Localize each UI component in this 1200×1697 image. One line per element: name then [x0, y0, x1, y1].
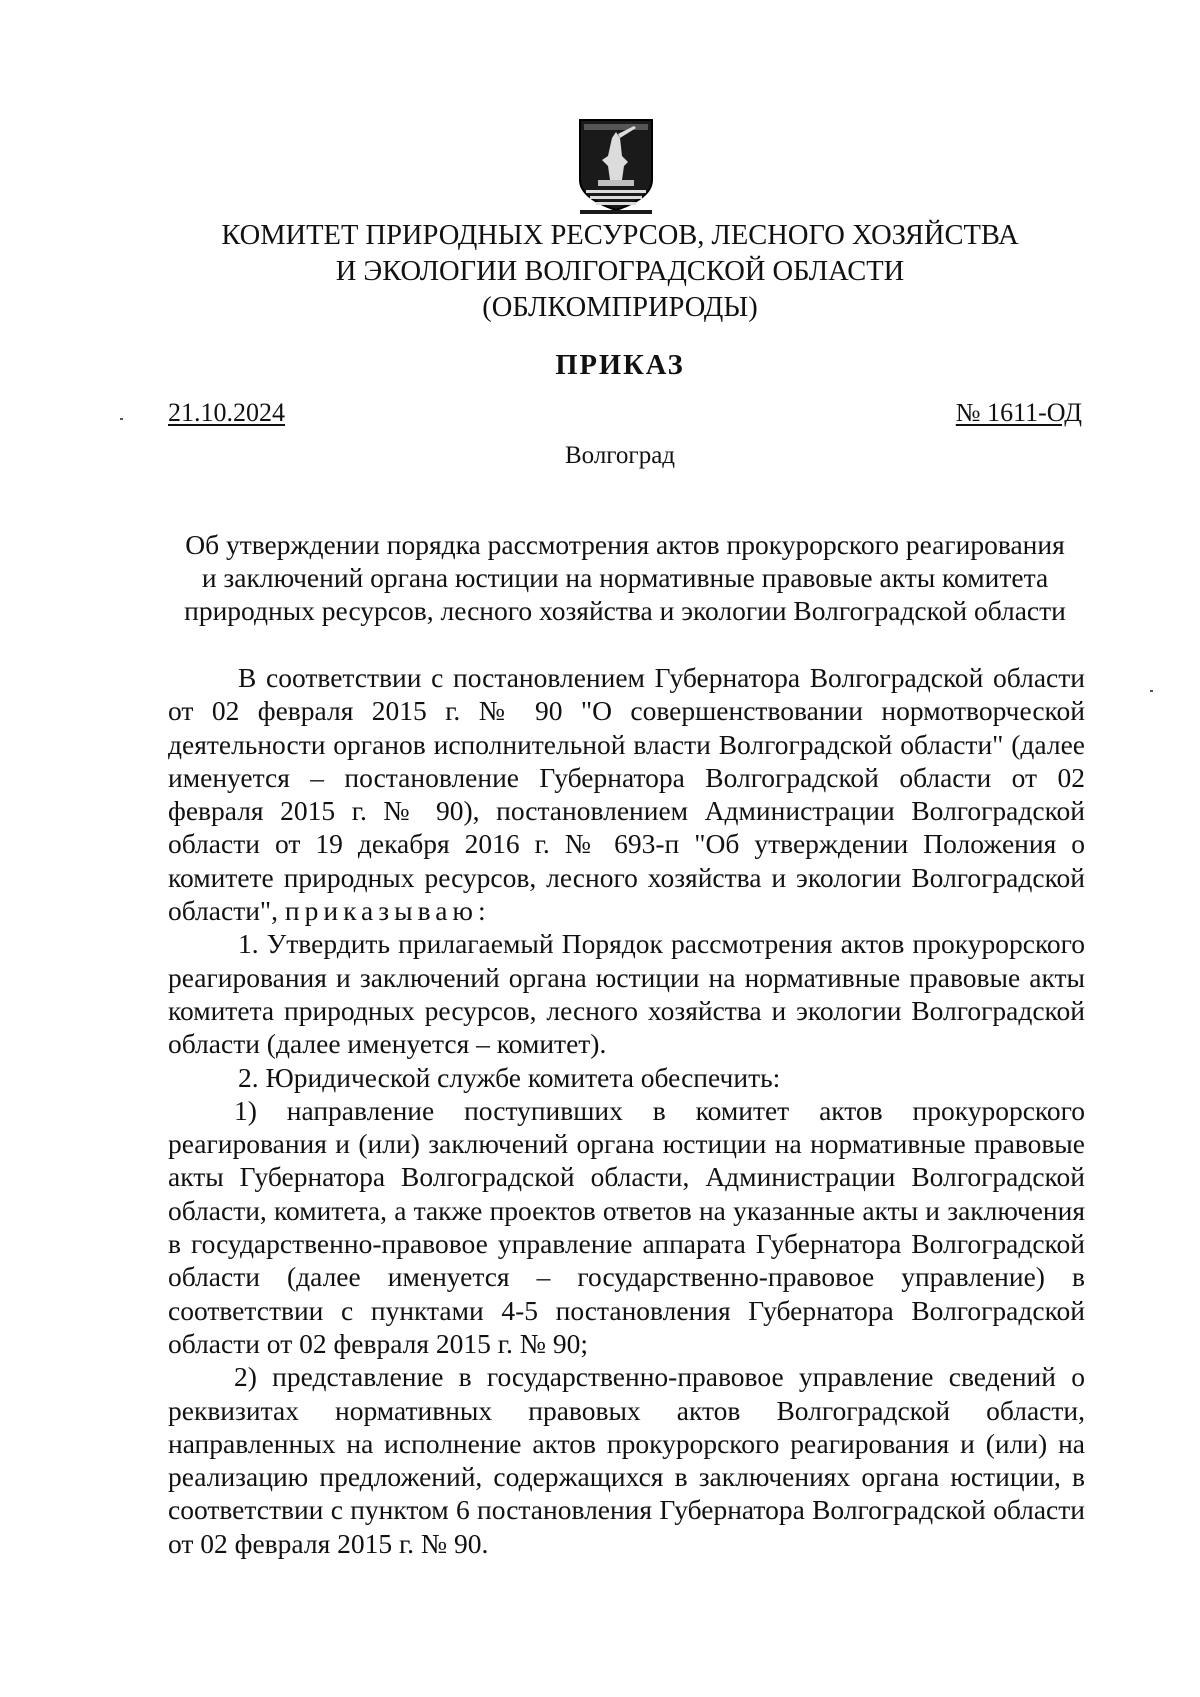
paragraph-preamble [168, 661, 1085, 927]
paragraph-subitem-2: 2) представление в государственно-правовое управление сведений о реквизитах нормативных правовых актов Волгоградской области, направленных на исполнение актов прокурорского реагирования и (или) на реализацию предложений, содержащихся в заключениях органа юстиции, в соответствии с пунктом 6 постановления Губернатора Волгоградской области от 02 февраля 2015 г. № 90. [168, 1361, 1085, 1559]
paragraph-subitem-1: 1) направление поступивших в комитет актов прокурорского реагирования и (или) заключений органа юстиции на нормативные правовые акты Губернатора Волгоградской области, Администрации Волгоградской области, комитета, а также проектов ответов на указанные акты и заключения в государственно-правовое управление аппарата Губернатора Волгоградской области (далее именуется – государственно-правовое управление) в соответствии с пунктами 4-5 постановления Губернатора Волгоградской области от 02 февраля 2015 г. № 90; [168, 1094, 1085, 1359]
document-type-title: ПРИКАЗ [555, 350, 685, 381]
org-line-1: КОМИТЕТ ПРИРОДНЫХ РЕСУРСОВ, ЛЕСНОГО ХОЗЯЙСТВА [221, 220, 1019, 251]
document-city: Волгоград [564, 442, 676, 469]
paragraph-item-1: 1. Утвердить прилагаемый Порядок рассмотрения актов прокурорского реагирования и заключений органа юстиции на нормативные правовые акты комитета природных ресурсов, лесного хозяйства и экологии Волгоградской области (далее именуется – комитет). [168, 928, 1085, 1060]
subject-line-2: и заключений органа юстиции на нормативные правовые акты комитета [201, 562, 1049, 593]
scan-speck [1150, 690, 1153, 692]
document-number: № 1611-ОД [955, 398, 1082, 427]
document-date: 21.10.2024 [168, 398, 285, 427]
document-body [168, 661, 1085, 1560]
preamble-text: В соответствии с постановлением Губернатора Волгоградской области от 02 февраля 2015 г. № 90 "О совершенствовании нормотворческой деятельности органов исполнительной власти Волгоградской области" (далее именуется – постановление Губернатора Волгоградской области от 02 февраля 2015 г. № 90), постановлением Администрации Волгоградской области от 19 декабря 2016 г. № 693-п "Об утверждении Положения о комитете природных ресурсов, лесного хозяйства и экологии Волгоградской области", [168, 662, 1085, 927]
volgograd-coat-of-arms-icon [578, 118, 654, 216]
subject-line-3: природных ресурсов, лесного хозяйства и экологии Волгоградской области [184, 595, 1066, 626]
subject-line-1: Об утверждении порядка рассмотрения актов прокурорского реагирования [185, 529, 1065, 560]
org-line-3: (ОБЛКОМПРИРОДЫ) [482, 292, 758, 323]
org-line-2: И ЭКОЛОГИИ ВОЛГОГРАДСКОЙ ОБЛАСТИ [335, 256, 905, 287]
scan-speck [120, 418, 123, 420]
order-word: приказываю: [284, 895, 491, 927]
paragraph-item-2: 2. Юридической службе комитета обеспечить: [238, 1061, 781, 1093]
organization-name [160, 218, 1080, 326]
document-subject [160, 528, 1090, 627]
